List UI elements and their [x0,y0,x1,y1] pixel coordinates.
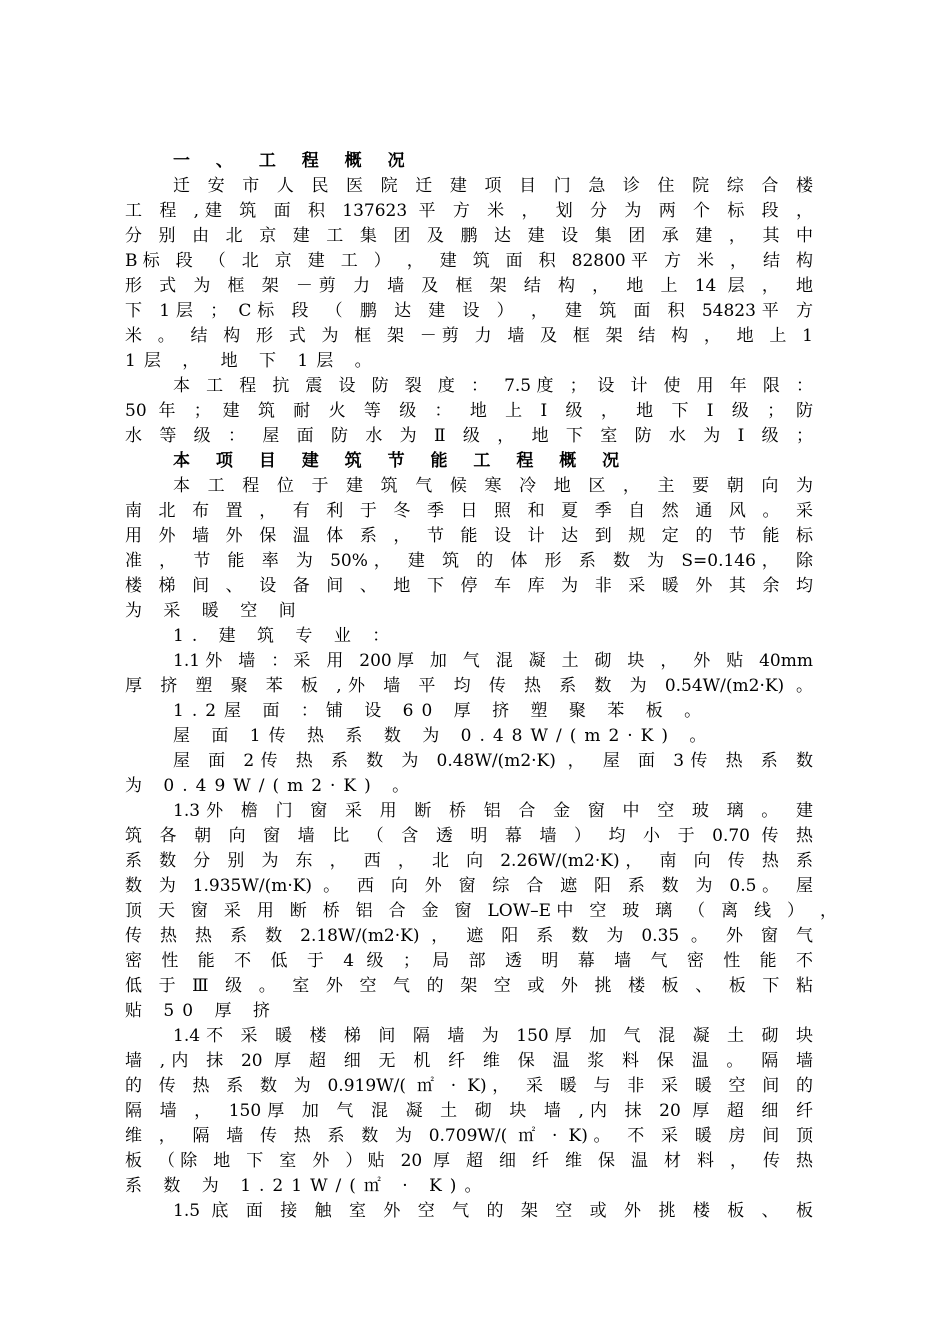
paragraph-line: 1.3外 檐 门 窗 采 用 断 桥 铝 合 金 窗 中 空 玻 璃 。 建 [173,801,813,821]
paragraph-line: 形 式 为 框 架 －剪 力 墙 及 框 架 结 构 ， 地 上 14 层 ， 地 [125,276,813,296]
paragraph-line: 为 采 暖 空 间 [125,601,304,621]
paragraph-line: 楼 梯 间 、 设 备 间 、 地 下 停 车 库 为 非 采 暖 外 其 余 均 [125,576,813,596]
subsection-heading: 1. 建 筑 专 业 ： [173,626,398,646]
paragraph-line: 维 ， 隔 墙 传 热 系 数 为 0.709W/( ㎡ · K)。 不 采 暖 房 间 顶 [125,1126,813,1146]
paragraph-line: 1.5 底 面 接 触 室 外 空 气 的 架 空 或 外 挑 楼 板 、 板 [173,1201,813,1221]
paragraph-line: 下 1层 ； C标 段 （ 鹏 达 建 设 ） ， 建 筑 面 积 54823平 方 [125,301,813,321]
paragraph-line: 南 北 布 置 ， 有 利 于 冬 季 日 照 和 夏 季 自 然 通 风 。 采 [125,501,813,521]
paragraph-line: 用 外 墙 外 保 温 体 系 ， 节 能 设 计 达 到 规 定 的 节 能 标 [125,526,813,546]
paragraph-line: 系 数 为 1.21W/(㎡ · K)。 [125,1176,490,1196]
paragraph-line: 墙 ,内 抹 20 厚 超 细 无 机 纤 维 保 温 浆 料 保 温 。 隔 墙 [125,1051,813,1071]
paragraph-line: 隔 墙 ， 150厚 加 气 混 凝 土 砌 块 墙 ,内 抹 20 厚 超 细 纤 [125,1101,813,1121]
paragraph-line: 的 传 热 系 数 为 0.919W/( ㎡ · K)， 采 暖 与 非 采 暖 空 间 的 [125,1076,813,1096]
paragraph-line: 米 。 结 构 形 式 为 框 架 －剪 力 墙 及 框 架 结 构 ， 地 上 1 [125,326,813,346]
paragraph-line: 50 年 ； 建 筑 耐 火 等 级 ： 地 上 Ⅰ 级 ， 地 下 Ⅰ 级 ； 防 [125,401,813,421]
paragraph-line: B标 段 （ 北 京 建 工 ） ， 建 筑 面 积 82800平 方 米 ， 结 构 [125,251,813,271]
paragraph-line: 为 0.49W/(m2·K) 。 [125,776,418,796]
paragraph-line: 低 于 Ⅲ 级 。 室 外 空 气 的 架 空 或 外 挑 楼 板 、 板 下 粘 [125,976,813,996]
paragraph-line: 1.1外 墙 ：采 用 200厚 加 气 混 凝 土 砌 块 ， 外 贴 40mm [173,651,813,671]
paragraph-line: 筑 各 朝 向 窗 墙 比 （ 含 透 明 幕 墙 ） 均 小 于 0.70 传 热 [125,826,813,846]
paragraph-line: 屋 面 1传 热 系 数 为 0.48W/(m2·K) 。 [173,726,715,746]
paragraph-line: 屋 面 2传 热 系 数 为 0.48W/(m2·K) ， 屋 面 3传 热 系 数 [173,751,813,771]
section-heading: 一 、 工 程 概 况 [173,151,415,171]
paragraph-line: 分 别 由 北 京 建 工 集 团 及 鹏 达 建 设 集 团 承 建 ， 其 中 [125,226,813,246]
paragraph-line: 系 数 分 别 为 东 ， 西 ， 北 向 2.26W/(m2·K)， 南 向 传 热 系 [125,851,813,871]
paragraph-line: 板 （除 地 下 室 外 ）贴 20 厚 超 细 纤 维 保 温 材 料 ， 传 热 [125,1151,813,1171]
paragraph-line: 厚 挤 塑 聚 苯 板 ,外 墙 平 均 传 热 系 数 为 0.54W/(m2·K) 。 [125,676,813,696]
paragraph-line: 本 工 程 抗 震 设 防 裂 度 ： 7.5度 ； 设 计 使 用 年 限 ： [173,376,813,396]
paragraph-line: 工 程 ,建 筑 面 积 137623 平 方 米 ， 划 分 为 两 个 标 段 ， [125,201,813,221]
section-heading: 本 项 目 建 筑 节 能 工 程 概 况 [173,451,630,471]
paragraph-line: 1层 ， 地 下 1层 。 [125,351,380,371]
paragraph-line: 迁 安 市 人 民 医 院 迁 建 项 目 门 急 诊 住 院 综 合 楼 [173,176,813,196]
paragraph-line: 1.2屋 面 ：铺 设 60 厚 挤 塑 聚 苯 板 。 [173,701,710,721]
paragraph-line: 传 热 热 系 数 2.18W/(m2·K) ， 遮 阳 系 数 为 0.35 。 外 窗 气 [125,926,813,946]
paragraph-line: 密 性 能 不 低 于 4 级 ； 局 部 透 明 幕 墙 气 密 性 能 不 [125,951,813,971]
paragraph-line: 贴 50 厚 挤 [125,1001,278,1021]
paragraph-line: 1.4不 采 暖 楼 梯 间 隔 墙 为 150厚 加 气 混 凝 土 砌 块 [173,1026,813,1046]
paragraph-line: 准 ， 节 能 率 为 50%， 建 筑 的 体 形 系 数 为 S=0.146， 除 [125,551,813,571]
paragraph-line: 顶 天 窗 采 用 断 桥 铝 合 金 窗 LOW–E中 空 玻 璃 （ 离 线 ） ， [125,901,837,921]
paragraph-line: 本 工 程 位 于 建 筑 气 候 寒 冷 地 区 ， 主 要 朝 向 为 [173,476,813,496]
paragraph-line: 数 为 1.935W/(m·K) 。 西 向 外 窗 综 合 遮 阳 系 数 为 0.5。 屋 [125,876,813,896]
paragraph-line: 水 等 级 ： 屋 面 防 水 为 Ⅱ 级 ， 地 下 室 防 水 为 Ⅰ 级 ； [125,426,813,446]
